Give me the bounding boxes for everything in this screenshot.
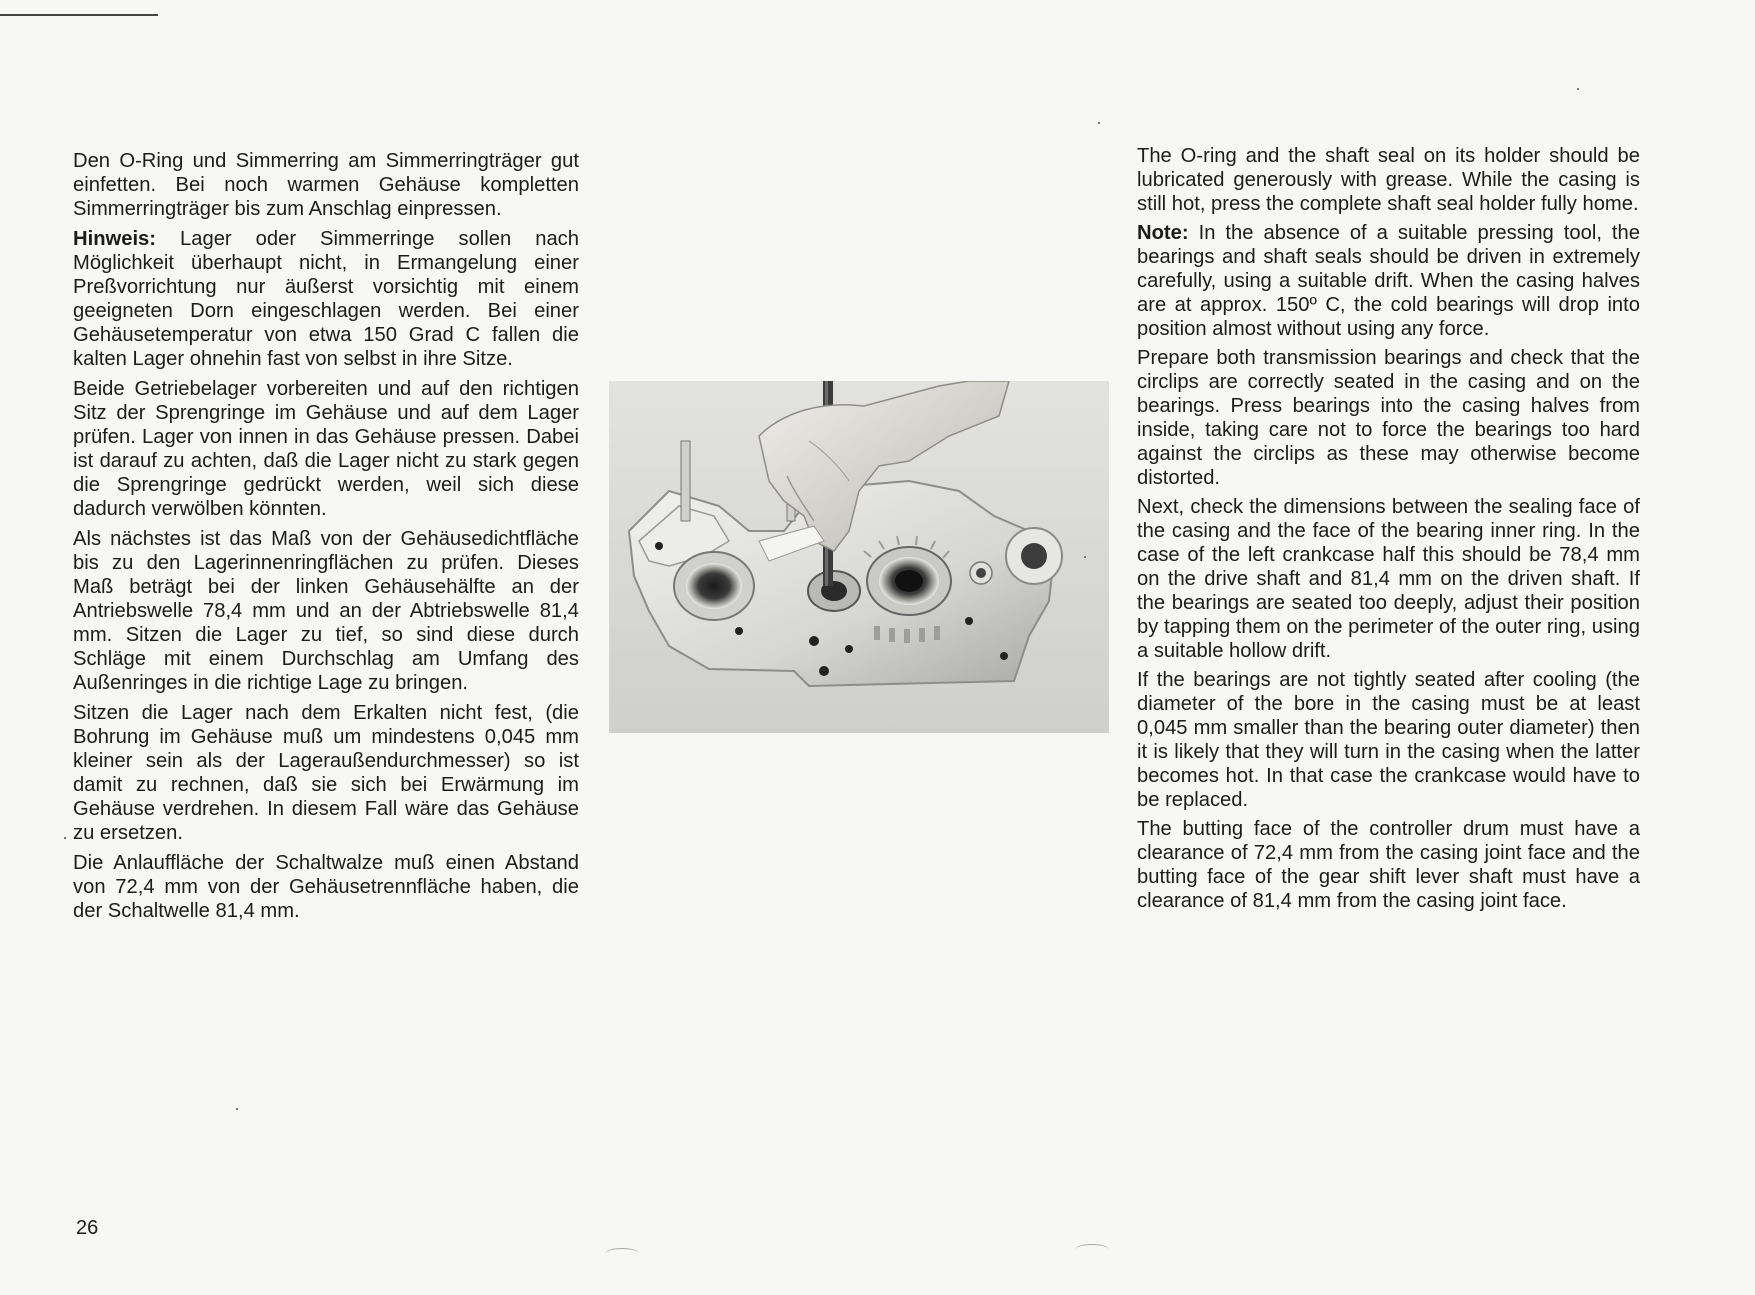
note-body: Lager oder Simmerringe sollen nach Möglichkeit überhaupt nicht, in Ermangelung einer Preßvorrichtung nur äußerst vorsichtig mit einem geeigneten Dorn eingeschlagen werden. Bei einer Gehäusetemperatur von etwa 150 Grad C fallen die kalten Lager ohnehin fast von selbst in ihre Sitze. [73, 228, 579, 370]
paragraph: Beide Getriebelager vorbereiten und auf den richtigen Sitz der Sprengringe im Gehäuse und auf dem Lager prüfen. Lager von innen in das Gehäuse pressen. Dabei ist darauf zu achten, daß die Lager nicht zu stark gegen die Sprengringe gedrückt werden, weil sich diese dadurch verwölben könnten. [73, 378, 579, 520]
page-number: 26 [76, 1217, 99, 1239]
paragraph: Als nächstes ist das Maß von der Gehäusedichtfläche bis zu den Lagerinnenringflächen zu prüfen. Dieses Maß beträgt bei der linken Gehäusehälfte an der Antriebswelle 78,4 mm und an der Abtriebswelle 81,4 mm. Sitzen die Lager zu tief, so sind diese durch Schläge mit einem Durchschlag am Umfang des Außenringes in die richtige Lage zu bringen. [73, 528, 579, 694]
scan-artifact [1075, 1244, 1109, 1255]
german-text-column [73, 149, 579, 929]
scan-dot [236, 1108, 238, 1110]
paragraph-note [73, 227, 579, 371]
scan-dot [1098, 122, 1100, 124]
paragraph: If the bearings are not tightly seated after cooling (the diameter of the bore in the casing must be at least 0,045 mm smaller than the bearing outer diameter) then it is likely that they will turn in the casing when the latter becomes hot. In that case the crankcase would have to be replaced. [1137, 669, 1640, 811]
paragraph: The O-ring and the shaft seal on its holder should be lubricated generously with grease. While the casing is still hot, press the complete shaft seal holder fully home. [1137, 145, 1640, 215]
paragraph: Prepare both transmission bearings and check that the circlips are correctly seated in the casing and on the bearings. Press bearings into the casing halves from inside, taking care not to force the bearings too hard against the circlips as these may otherwise become distorted. [1137, 347, 1640, 489]
paragraph: Den O-Ring und Simmerring am Simmerringträger gut einfetten. Bei noch warmen Gehäuse kompletten Simmerringträger bis zum Anschlag einpressen. [73, 150, 579, 220]
crankcase-photo [609, 381, 1109, 733]
paragraph: Sitzen die Lager nach dem Erkalten nicht fest, (die Bohrung im Gehäuse muß um mindestens 0,045 mm kleiner sein als der Lageraußendurchmesser) so ist damit zu rechnen, daß sie sich bei Erwärmung im Gehäuse verdrehen. In diesem Fall wäre das Gehäuse zu ersetzen. [73, 702, 579, 844]
scan-dot [1577, 88, 1579, 90]
scan-dot [64, 837, 66, 839]
paragraph: Next, check the dimensions between the sealing face of the casing and the face of the bearing inner ring. In the case of the left crankcase half this should be 78,4 mm on the drive shaft and 81,4 mm on the driven shaft. If the bearings are seated too deeply, adjust their position by tapping them on the perimeter of the outer ring, using a suitable hollow drift. [1137, 496, 1640, 662]
note-body: In the absence of a suitable pressing tool, the bearings and shaft seals should be driven in extremely carefully, using a suitable drift. When the casing halves are at approx. 150º C, the cold bearings will drop into position almost without using any force. [1137, 222, 1640, 340]
paragraph: The butting face of the controller drum must have a clearance of 72,4 mm from the casing joint face and the butting face of the gear shift lever shaft must have a clearance of 81,4 mm from the casing joint face. [1137, 818, 1640, 912]
note-lead: Note: [1137, 222, 1189, 244]
note-lead: Hinweis: [73, 228, 157, 250]
paragraph-note [1137, 221, 1640, 341]
english-text-column [1137, 144, 1640, 918]
top-rule [0, 14, 158, 16]
scan-artifact [605, 1248, 639, 1259]
scan-dot [1084, 556, 1086, 558]
paragraph: Die Anlauffläche der Schaltwalze muß einen Abstand von 72,4 mm von der Gehäusetrennfläche haben, die der Schaltwelle 81,4 mm. [73, 852, 579, 922]
